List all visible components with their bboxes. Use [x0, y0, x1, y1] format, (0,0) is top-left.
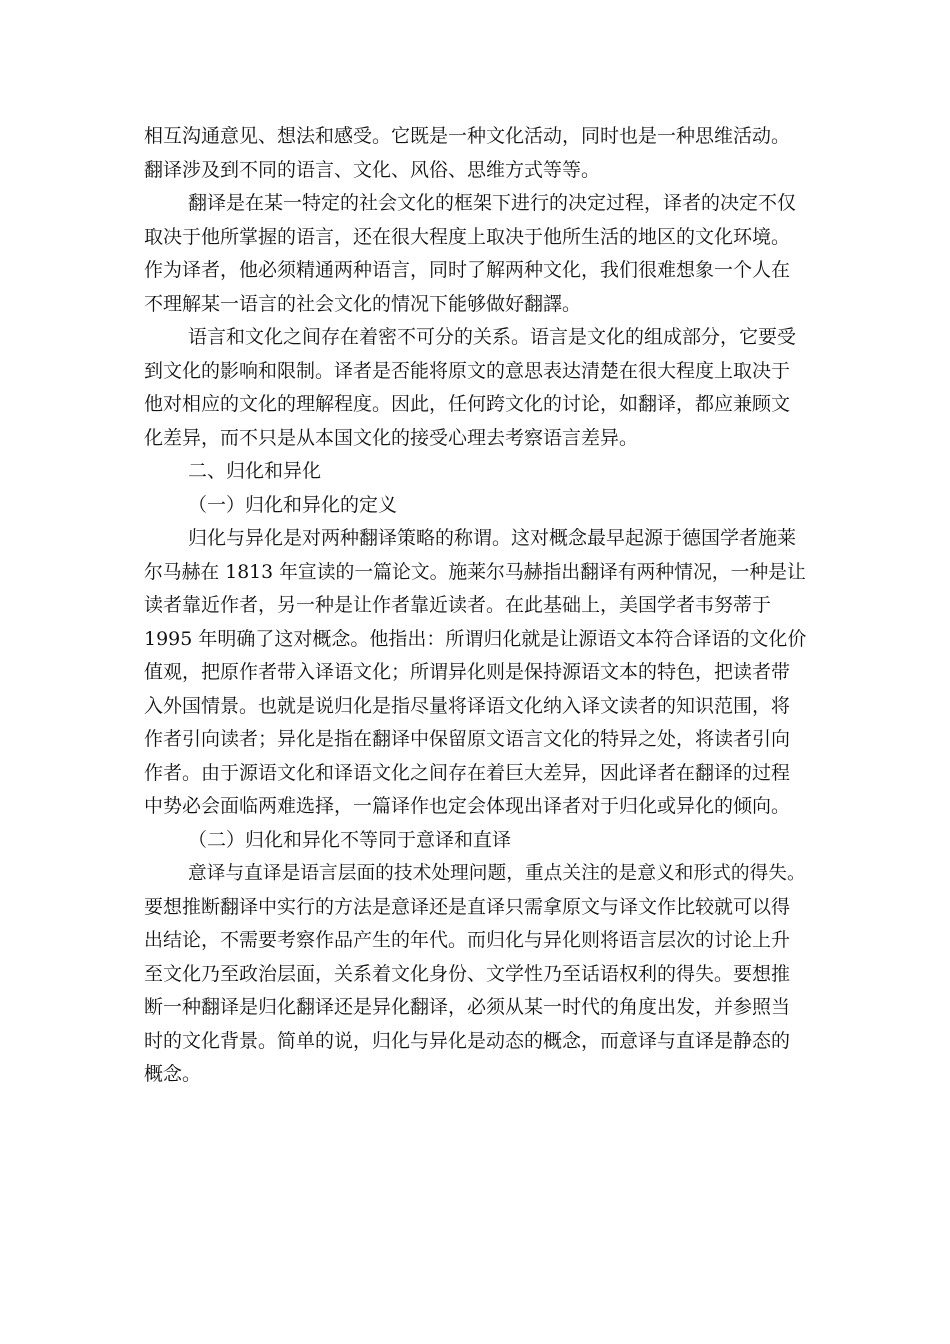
text-line: 中势必会面临两难选择，一篇译作也定会体现出译者对于归化或异化的倾向。 — [144, 795, 791, 817]
text-line: 化差异，而不只是从本国文化的接受心理去考察语言差异。 — [144, 426, 639, 449]
text-line: 读者靠近作者，另一种是让作者靠近读者。在此基础上，美国学者韦努蒂于 — [144, 594, 772, 616]
text-line: 翻译是在某一特定的社会文化的框架下进行的决定过程，译者的决定不仅 — [188, 192, 797, 214]
text-line: 不理解某一语言的社会文化的情况下能够做好翻譯。 — [144, 292, 582, 315]
text-line: 至文化乃至政治层面，关系着文化身份、文学性乃至话语权利的得失。要想推 — [144, 962, 791, 985]
text-line: 入外国情景。也就是说归化是指尽量将译语文化纳入译文读者的知识范围，将 — [144, 694, 791, 717]
text-line: （二）归化和异化不等同于意译和直译 — [188, 828, 512, 851]
text-line: 二、归化和异化 — [188, 460, 322, 482]
text-line: 出结论，不需要考察作品产生的年代。而归化与异化则将语言层次的讨论上升 — [144, 929, 791, 951]
text-line: 翻译涉及到不同的语言、文化、风俗、思维方式等等。 — [144, 158, 601, 181]
text-line: 断一种翻译是归化翻译还是异化翻译，必须从某一时代的角度出发，并参照当 — [144, 996, 791, 1018]
text-line: 作者。由于源语文化和译语文化之间存在着巨大差异，因此译者在翻译的过程 — [144, 761, 791, 784]
text-line: 意译与直译是语言层面的技术处理问题，重点关注的是意义和形式的得失。 — [188, 863, 806, 884]
text-line: 归化与异化是对两种翻译策略的称谓。这对概念最早起源于德国学者施莱 — [188, 527, 797, 549]
text-line: 到文化的影响和限制。译者是否能将原文的意思表达清楚在很大程度上取决于 — [144, 359, 791, 382]
text-line: 相互沟通意见、想法和感受。它既是一种文化活动，同时也是一种思维活动。 — [144, 125, 791, 147]
text-line: 概念。 — [144, 1063, 202, 1085]
text-line: 要想推断翻译中实行的方法是意译还是直译只需拿原文与译文作比较就可以得 — [144, 895, 791, 918]
text-line: 1995 年明确了这对概念。他指出：所谓归化就是让源语文本符合译语的文化价 — [144, 627, 807, 650]
text-line: （一）归化和异化的定义 — [188, 493, 398, 516]
text-line: 他对相应的文化的理解程度。因此，任何跨文化的讨论，如翻译，都应兼顾文 — [144, 393, 791, 415]
text-line: 取决于他所掌握的语言，还在很大程度上取决于他所生活的地区的文化环境。 — [144, 225, 791, 248]
text-line: 语言和文化之间存在着密不可分的关系。语言是文化的组成部分，它要受 — [188, 326, 797, 348]
document-body — [144, 120, 806, 1092]
text-line: 作者引向读者；异化是指在翻译中保留原文语言文化的特异之处，将读者引向 — [144, 728, 791, 750]
text-line: 值观，把原作者带入译语文化；所谓异化则是保持源语文本的特色，把读者带 — [144, 661, 791, 683]
text-line: 时的文化背景。简单的说，归化与异化是动态的概念，而意译与直译是静态的 — [144, 1029, 791, 1052]
text-line: 尔马赫在 1813 年宣读的一篇论文。施莱尔马赫指出翻译有两种情况，一种是让 — [144, 561, 806, 583]
text-line: 作为译者，他必须精通两种语言，同时了解两种文化，我们很难想象一个人在 — [144, 259, 791, 281]
